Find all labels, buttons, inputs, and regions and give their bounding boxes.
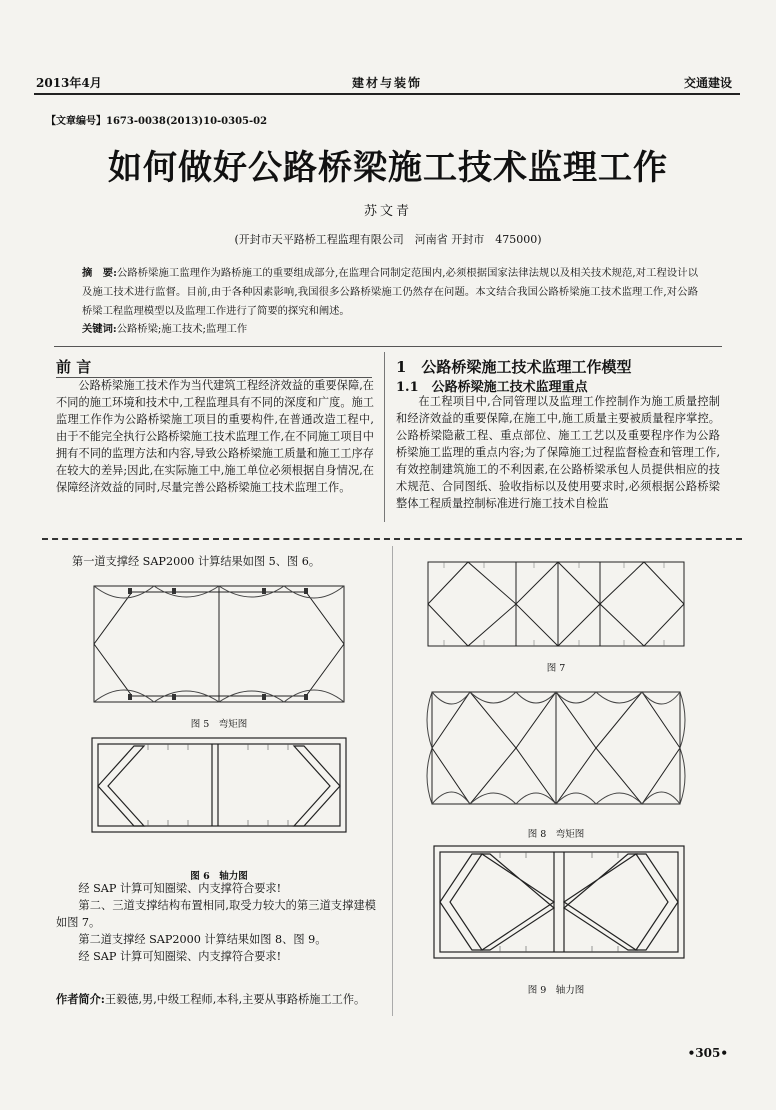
header-date: 2013年4月: [36, 76, 102, 90]
author-name: 苏文青: [363, 204, 412, 219]
abstract-rule: [54, 346, 722, 347]
figure-6-axial: [88, 734, 350, 836]
section-1-1-paragraph: 在工程项目中,合同管理以及监理工作控制作为施工质量控制和经济效益的重要保障,在施工中,施工质量主要被质量程序掌控。公路桥梁隐蔽工程、重点部位、施工工艺以及重要程序作为公路桥梁施工监理的重点内容;为了保障施工过程监督检查和管理工作,有效控制建筑施工的不利因素,在公路桥梁承包人员提供相应的技术规范、合同图纸、验收指标以及使用要求时,必须根据公路桥梁整体工程质量控制标准进行施工技术自检监: [396, 395, 720, 510]
keywords: 关键词:公路桥梁;施工技术;监理工作: [82, 323, 248, 335]
affiliation: (开封市天平路桥工程监理有限公司 河南省 开封市 475000): [234, 233, 542, 246]
header-rule: [34, 93, 740, 95]
figure-8-diagram: [424, 680, 688, 816]
figure-5-bending: [88, 578, 350, 710]
section-1-1-heading: 1.1 公路桥梁施工技术监理重点: [396, 380, 588, 395]
lower-p5: 经 SAP 计算可知圈梁、内支撑符合要求!: [78, 950, 282, 963]
figure-5-diagram: [88, 578, 350, 710]
journal-name: 建材与装饰: [352, 76, 423, 90]
article-title: 如何做好公路桥梁施工技术监理工作: [108, 148, 668, 188]
lower-column-divider: [392, 546, 393, 1016]
figure-5-caption: 图 5 弯矩图: [190, 719, 248, 730]
intro-heading: 前 言: [56, 358, 92, 376]
author-bio: 作者简介:王毅德,男,中级工程师,本科,主要从事路桥施工工作。: [56, 992, 366, 1006]
figure-9-diagram: [430, 842, 688, 962]
dashed-separator: [42, 538, 742, 540]
page-number: •305•: [687, 1046, 728, 1060]
lower-p2: 经 SAP 计算可知圈梁、内支撑符合要求!: [78, 882, 282, 895]
figure-8-caption: 图 8 弯矩图: [527, 829, 585, 840]
column-divider: [384, 352, 385, 522]
figure-6-caption: 图 6 轴力图: [190, 871, 248, 882]
figure-7-diagram: [424, 556, 688, 652]
lower-p3: 第二、三道支撑结构布置相同,取受力较大的第三道支撑建模如图 7。: [56, 899, 376, 929]
figure-8-bending: [424, 680, 688, 816]
figure-6-diagram: [88, 734, 350, 836]
section-1-1-block: [396, 393, 720, 512]
lower-p1: 第一道支撑经 SAP2000 计算结果如图 5、图 6。: [72, 555, 321, 568]
intro-paragraph: 公路桥梁施工技术作为当代建筑工程经济效益的重要保障,在不同的施工环境和技术中,工程监理具有不同的深度和广度。施工监理工作作为公路桥梁施工项目的重要构件,在普通改造工程中,由于不能完全执行公路桥梁施工技术监理工作,在不同施工项目中拥有不同的监理方法和内容,导致公路桥梁施工质量和施工工序存在较大的差异;因此,在实际施工中,施工单位必须根据自身情况,在保障经济效益的同时,尽量完善公路桥梁施工技术监理工作。: [56, 379, 374, 494]
figure-9-axial: [430, 842, 688, 962]
header-column: 交通建设: [683, 76, 732, 90]
figure-9-caption: 图 9 轴力图: [527, 985, 585, 996]
intro-paragraph-block: [56, 377, 374, 496]
abstract: 摘 要:公路桥梁施工监理作为路桥施工的重要组成部分,在监理合同制定范围内,必须根据国家法律法规以及相关技术规范,对工程设计以及施工技术进行监督。目前,由于各种因素影响,我国很多公路桥梁施工仍然存在问题。本文结合我国公路桥梁施工技术监理工作,对公路桥梁工程监理模型以及监理工作进行了简要的探究和阐述。: [82, 267, 698, 317]
section-1-heading: 1 公路桥梁施工技术监理工作模型: [396, 358, 632, 376]
article-code: 【文章编号】1673-0038(2013)10-0305-02: [46, 116, 268, 127]
lower-p4: 第二道支撑经 SAP2000 计算结果如图 8、图 9。: [78, 933, 327, 946]
lower-text-block: [56, 880, 376, 965]
figure-7-caption: 图 7: [546, 663, 566, 674]
figure-7-model: [424, 556, 688, 652]
